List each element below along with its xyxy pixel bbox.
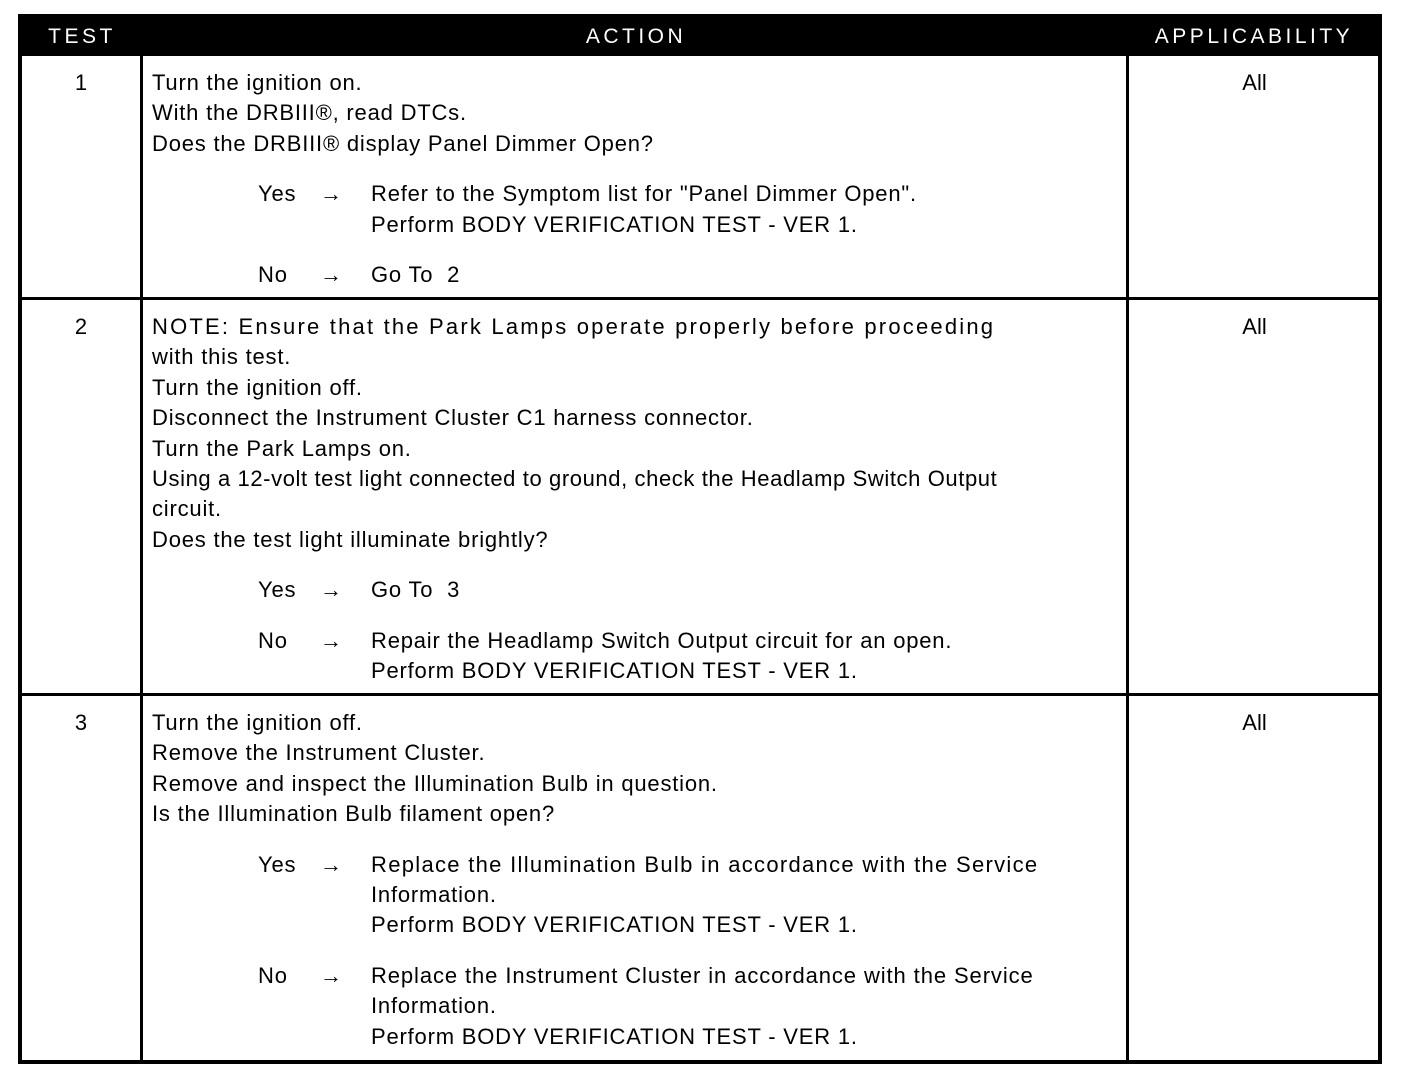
answer-label: No [258, 962, 288, 988]
action-line: Remove and inspect the Illumination Bulb in question. [152, 770, 718, 796]
response-no [152, 626, 1124, 687]
response-yes [152, 850, 1124, 941]
arrow-icon: → [320, 181, 342, 207]
action-line: Turn the ignition off. [152, 374, 363, 400]
action-cell [152, 68, 1124, 290]
arrow-icon: → [320, 627, 342, 653]
action-line: Disconnect the Instrument Cluster C1 harness connector. [152, 405, 754, 431]
action-line: Turn the ignition off. [152, 710, 363, 735]
action-line: circuit. [152, 496, 222, 522]
action-line: Turn the Park Lamps on. [152, 435, 412, 461]
arrow-icon: → [320, 962, 342, 988]
column-divider [140, 56, 143, 1064]
test-number: 2 [74, 314, 88, 339]
action-line: Does the test light illuminate brightly? [152, 526, 549, 552]
action-cell [152, 708, 1124, 1052]
outcome-line: Information. [371, 882, 497, 908]
outcome-line: Perform BODY VERIFICATION TEST - VER 1. [371, 211, 858, 237]
test-number: 3 [74, 710, 88, 735]
arrow-icon: → [320, 262, 342, 288]
action-line: Turn the ignition on. [152, 70, 363, 95]
row-divider [22, 297, 1378, 300]
response-yes [152, 575, 1124, 605]
response-no [152, 961, 1124, 1052]
answer-label: Yes [258, 181, 297, 207]
column-divider [1126, 56, 1129, 1064]
outcome-line: Perform BODY VERIFICATION TEST - VER 1. [371, 1023, 858, 1049]
response-yes [152, 179, 1124, 240]
action-line: Using a 12-volt test light connected to ground, check the Headlamp Switch Output [152, 466, 998, 492]
header-action: ACTION [585, 25, 687, 48]
arrow-icon: → [320, 851, 342, 877]
answer-label: No [258, 262, 288, 288]
test-number: 1 [74, 70, 88, 95]
answer-label: Yes [258, 577, 297, 603]
outcome-line: Repair the Headlamp Switch Output circuit for an open. [371, 627, 953, 653]
outcome-line: Replace the Instrument Cluster in accordance with the Service [371, 962, 1034, 988]
header-applicability: APPLICABILITY [1154, 25, 1354, 48]
action-line: with this test. [152, 344, 292, 370]
action-cell [152, 312, 1124, 686]
outcome-line: Information. [371, 993, 497, 1019]
outcome-line: Refer to the Symptom list for "Panel Dimmer Open". [371, 181, 917, 207]
action-line: NOTE: Ensure that the Park Lamps operate properly before proceeding [152, 314, 996, 339]
applicability-value: All [1242, 70, 1267, 95]
applicability-value: All [1242, 710, 1267, 735]
outcome-line: Replace the Illumination Bulb in accordance with the Service [371, 851, 1039, 877]
diagnostic-table [18, 14, 1382, 1064]
outcome-line: Go To 2 [371, 262, 461, 288]
table-header [22, 18, 1378, 56]
arrow-icon: → [320, 577, 342, 603]
applicability-value: All [1242, 314, 1267, 339]
row-divider [22, 693, 1378, 696]
answer-label: No [258, 627, 288, 653]
outcome-line: Perform BODY VERIFICATION TEST - VER 1. [371, 658, 858, 684]
action-line: Is the Illumination Bulb filament open? [152, 801, 555, 827]
outcome-line: Perform BODY VERIFICATION TEST - VER 1. [371, 912, 858, 938]
answer-label: Yes [258, 851, 297, 877]
response-no [152, 260, 1124, 290]
outcome-line: Go To 3 [371, 577, 461, 603]
action-line: Does the DRBIII® display Panel Dimmer Open? [152, 130, 654, 156]
action-line: Remove the Instrument Cluster. [152, 740, 486, 766]
action-line: With the DRBIII®, read DTCs. [152, 100, 467, 126]
header-test: TEST [48, 25, 116, 48]
